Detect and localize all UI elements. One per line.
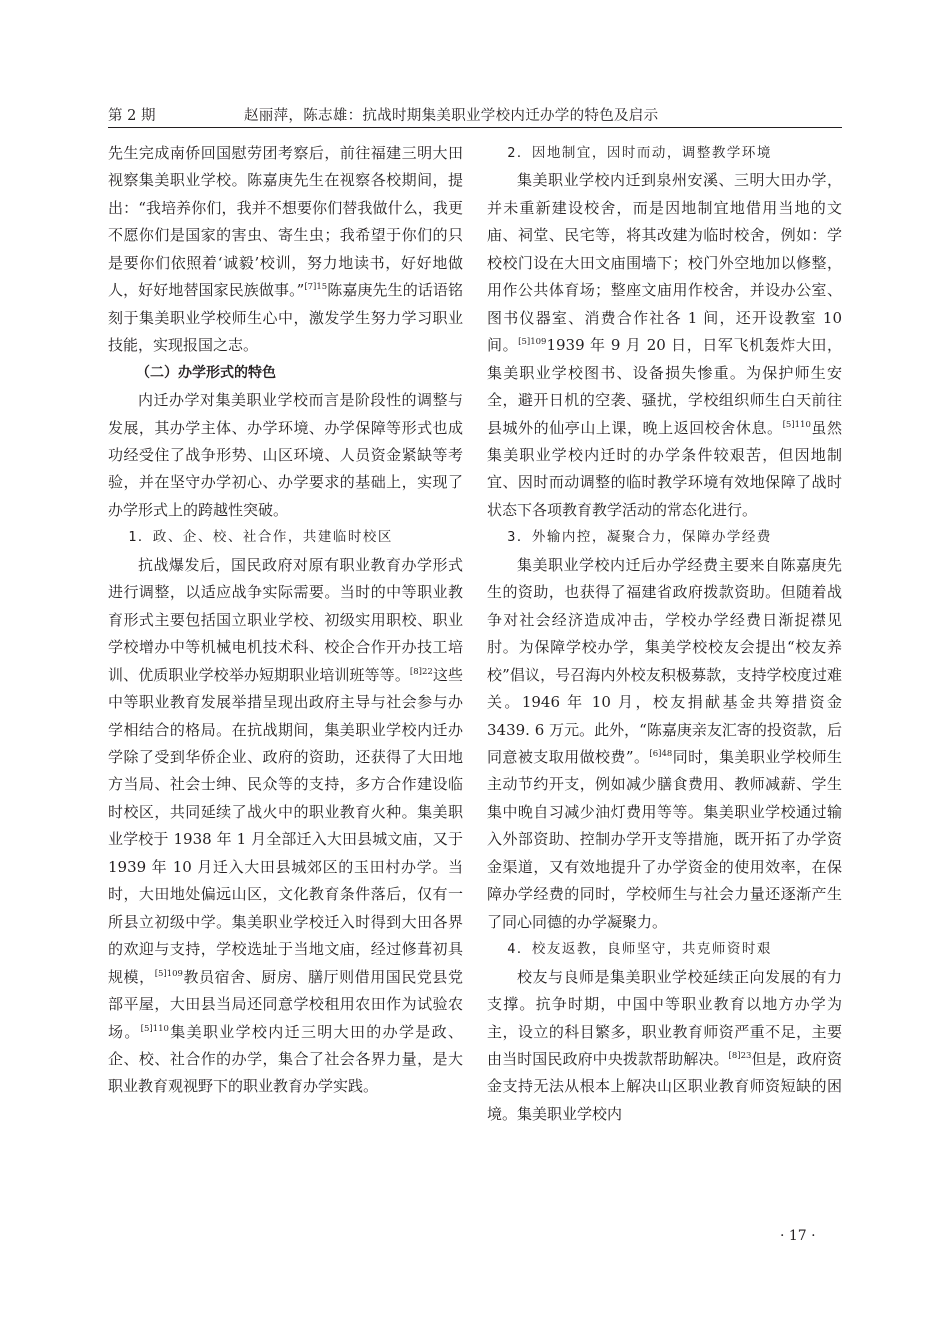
citation[interactable]: [7]15 [304, 282, 328, 293]
subsection-heading: 1．政、企、校、社合作，共建临时校区 [128, 529, 393, 546]
citation[interactable]: [8]22 [409, 666, 433, 677]
page-number: · 17 · [780, 1228, 816, 1244]
paragraph: 校友与良师是集美职业学校延续正向发展的有力支撑。抗争时期，中国中等职业教育以地方办学为主，设立的科目繁多，职业教育师资严重不足，主要由当时国民政府中央拨款帮助解决。$^{[8]23}$但是，政府资金支持无法从根本上解决山区职业教育师资短缺的困境。集美职业学校内 [487, 967, 842, 1123]
subsection-heading: 3．外输内控，凝聚合力，保障办学经费 [507, 529, 772, 546]
citation[interactable]: [5]110 [782, 419, 811, 430]
paragraph: 内迁办学对集美职业学校而言是阶段性的调整与发展，其办学主体、办学环境、办学保障等形式也成功经受住了战争形势、山区环境、人员资金紧缺等考验，并在坚守办学初心、办学要求的基础上，实现了办学形式上的跨越性突破。 [108, 391, 463, 519]
citation[interactable]: [6]48 [649, 748, 673, 759]
header-rule [108, 127, 842, 128]
citation[interactable]: [8]23 [728, 1050, 752, 1061]
subsection-heading: 4．校友返教，良师坚守，共克师资时艰 [507, 941, 772, 958]
section-heading: （二）办学形式的特色 [136, 364, 276, 381]
paragraph: 先生完成南侨回国慰劳团考察后，前往福建三明大田视察集美职业学校。陈嘉庚先生在视察各校期间，提出：“我培养你们，我并不想要你们替我做什么，我更不愿你们是国家的害虫、寄生虫；我希望于你们的只是要你们依照着‘诚毅’校训，努力地读书，好好地做人，好好地替国家民族做事。”$^{[7]15}$陈嘉庚先生的话语铭刻于集美职业学校师生心中，激发学生努力学习职业技能，实现报国之志。 [108, 144, 463, 355]
subsection-heading: 2．因地制宜，因时而动，调整教学环境 [507, 145, 772, 161]
right-column [487, 140, 842, 1128]
paragraph: 抗战爆发后，国民政府对原有职业教育办学形式进行调整，以适应战争实际需要。当时的中等职业教育形式主要包括国立职业学校、初级实用职校、职业学校增办中等机械电机技术科、校企合作开办技工培训、优质职业学校举办短期职业培训班等等。$^{[8]22}$这些中等职业教育发展举措呈现出政府主导与社会参与办学相结合的格局。在抗战期间，集美职业学校内迁办学除了受到华侨企业、政府的资助，还获得了大田地方当局、社会士绅、民众等的支持，多方合作建设临时校区，共同延续了战火中的职业教育火种。集美职业学校于 1938 年 1 月全部迁入大田县城文庙，又于 1939 年 10 月迁入大田县城郊区的玉田村办学。当时，大田地处偏远山区，文化教育条件落后，仅有一所县立初级中学。集美职业学校迁入时得到大田各界的欢迎与支持，学校选址于当地文庙，经过修葺初具规模，$^{[5]109}$教员宿舍、厨房、膳厅则借用国民党县党部平屋，大田县当局还同意学校租用农田作为试验农场。$^{[5]110}$集美职业学校内迁三明大田的办学是政、企、校、社合作的办学，集合了社会各界力量，是大职业教育观视野下的职业教育办学实践。 [108, 555, 463, 1096]
citation[interactable]: [5]110 [140, 1023, 169, 1034]
paragraph: 集美职业学校内迁到泉州安溪、三明大田办学，并未重新建设校舍，而是因地制宜地借用当地的文庙、祠堂、民宅等，将其改建为临时校舍，例如：学校校门设在大田文庙围墙下；校门外空地加以修整，用作公共体育场；整座文庙用作校舍，并设办公室、图书仪器室、消费合作社各 1 间，还开设教室 10 间。$^{[5]109}$1939 年 9 月 20 日，日军飞机轰炸大田，集美职业学校图书、设备损失惨重。为保护师生安全，避开日机的空袭、骚扰，学校组织师生白天前往县城外的仙亭山上课，晚上返回校舍休息。$^{[5]110}$虽然集美职业学校内迁时的办学条件较艰苦，但因地制宜、因时而动调整的临时教学环境有效地保障了战时状态下各项教育教学活动的常态化进行。 [487, 171, 842, 519]
paragraph: 集美职业学校内迁后办学经费主要来自陈嘉庚先生的资助，也获得了福建省政府拨款资助。但随着战争对社会经济造成冲击，学校办学经费日渐捉襟见肘。为保障学校办学，集美学校校友会提出“校友养校”倡议，号召海内外校友积极募款，支持学校度过难关。1946 年 10 月，校友捐献基金共筹措资金 3439. 6 万元。此外，“陈嘉庚亲友汇寄的投资款，后同意被支取用做校费”。$^{[6]48}$同时，集美职业学校师生主动节约开支，例如减少膳食费用、教师减薪、学生集中晚自习减少油灯费用等等。集美职业学校通过输入外部资助、控制办学开支等措施，既开拓了办学资金渠道，又有效地提升了办学资金的使用效率，在保障办学经费的同时，学校师生与社会力量还逐渐产生了同心同德的办学凝聚力。 [487, 555, 842, 931]
issue-number: 第 2 期 [108, 108, 156, 124]
left-column [108, 140, 463, 1101]
citation[interactable]: [5]109 [518, 337, 547, 348]
page-header [108, 104, 842, 128]
running-title: 赵丽萍，陈志雄：抗战时期集美职业学校内迁办学的特色及启示 [244, 108, 659, 124]
citation[interactable]: [5]109 [154, 968, 183, 979]
